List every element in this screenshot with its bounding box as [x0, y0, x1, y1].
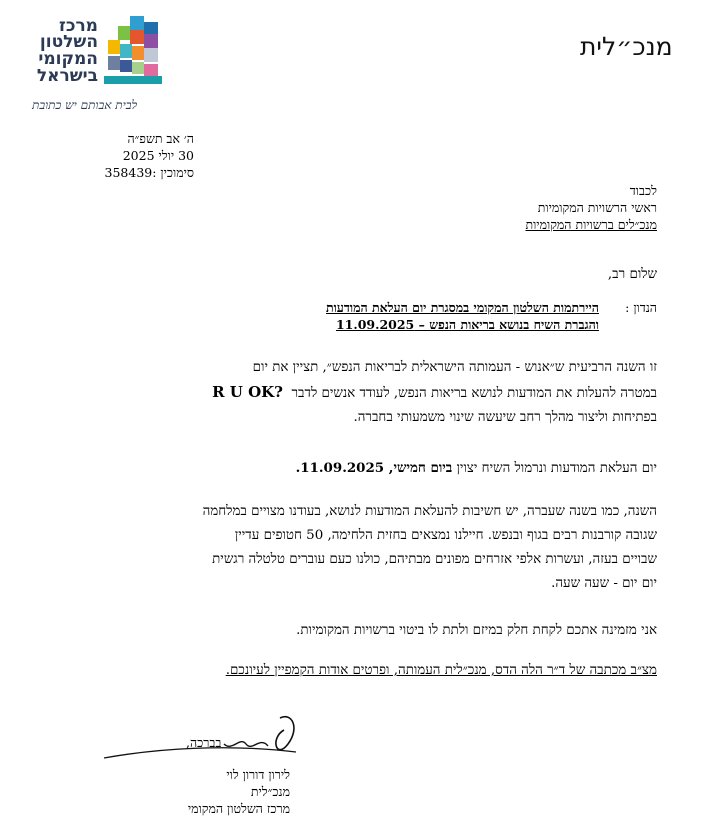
logo-line-1: מרכז	[59, 16, 98, 36]
p1-line-2-text: במטרה להעלות את המודעות לנושא בריאות הנפש, לעודד אנשים לדבר	[291, 386, 657, 401]
p1-line-2	[51, 380, 657, 406]
p3-line-4: יום יום - שעה שעה.	[551, 576, 657, 591]
logo-line-3: המקומי	[38, 49, 98, 69]
subject-line-2: והגברת השיח בנושא בריאות הנפש – 11.09.2025	[335, 317, 599, 332]
logo-line-4: בישראל	[36, 66, 98, 86]
paragraph-2	[51, 456, 657, 481]
paragraph-1	[51, 356, 657, 430]
signatory-org: מרכז השלטון המקומי	[187, 801, 290, 816]
signatory-title: מנכ״לית	[250, 784, 290, 799]
date-hebrew: ה׳ אב תשפ״ה	[127, 131, 194, 146]
date-block	[74, 130, 194, 181]
p3-line-3: שבויים בעזה, ועשרות אלפי אזרחים מפונים מבתיהם, כולנו כעם עוברים טלטלה רגשית	[212, 552, 657, 567]
recipients-honor: לכבוד	[629, 183, 657, 198]
p1-line-3: בפתיחות וליצור מהלך רחב שיעשה שינוי משמעותי בחברה.	[353, 410, 657, 425]
p3-line-1: השנה, כמו בשנה שעברה, יש חשיבות להעלאת המודעות לנושא, בעודנו מצויים במלחמה	[202, 504, 657, 519]
logo-slogan: לבית אבותם יש כתובת	[32, 98, 138, 112]
reference-number: סימוכין :358439	[104, 165, 194, 180]
p2-prefix: יום העלאת המודעות ונרמול השיח יצוין	[456, 461, 657, 476]
recipients-line-1: ראשי הרשויות המקומיות	[537, 200, 657, 215]
logo-english-text: Federation Of Local Authorities In Israel	[110, 85, 190, 90]
recipients-line-2: מנכ״לים ברשויות המקומיות	[525, 217, 657, 232]
recipients-block	[357, 182, 657, 233]
subject-line-1: היירתמות השלטון המקומי במסגרת יום העלאת המודעות	[325, 300, 599, 315]
org-logo	[24, 14, 190, 114]
p3-line-2: שגובה קורבנות רבים בגוף ובנפש. חיילנו נמצאים בחזית הלחימה, 50 חטופים עדיין	[234, 528, 657, 543]
signatory-name: לירון דורון לוי	[226, 767, 290, 782]
closing: בברכה,	[186, 735, 222, 750]
p1-line-1: זו השנה הרביעית ש״אנוש - העמותה הישראלית לבריאות הנפש״, תציין את יום	[252, 360, 657, 375]
signatory-block	[160, 766, 290, 817]
signature-scribble	[100, 708, 310, 772]
ruok-label: R U OK?	[212, 383, 283, 401]
subject-block	[157, 300, 657, 340]
p2-bold-date: ביום חמישי, 11.09.2025.	[295, 460, 453, 476]
logo-line-2: השלטון	[39, 32, 98, 52]
subject-prefix: הנדון :	[625, 300, 657, 315]
date-gregorian: 30 יולי 2025	[122, 148, 194, 163]
logo-building-graphic	[104, 16, 164, 84]
handwritten-signature	[100, 708, 310, 772]
greeting: שלום רב,	[607, 267, 657, 282]
paragraph-5: מצ״ב מכתבה של ד״ר הלה הדס, מנכ״לית העמותה, ופרטים אודות הקמפיין לעיונכם.	[225, 663, 657, 678]
paragraph-3	[51, 500, 657, 596]
page-title: מנכ״לית	[580, 32, 673, 61]
paragraph-4: אני מזמינה אתכם לקחת חלק במיזם ולתת לו ביטוי ברשויות המקומיות.	[296, 623, 657, 638]
